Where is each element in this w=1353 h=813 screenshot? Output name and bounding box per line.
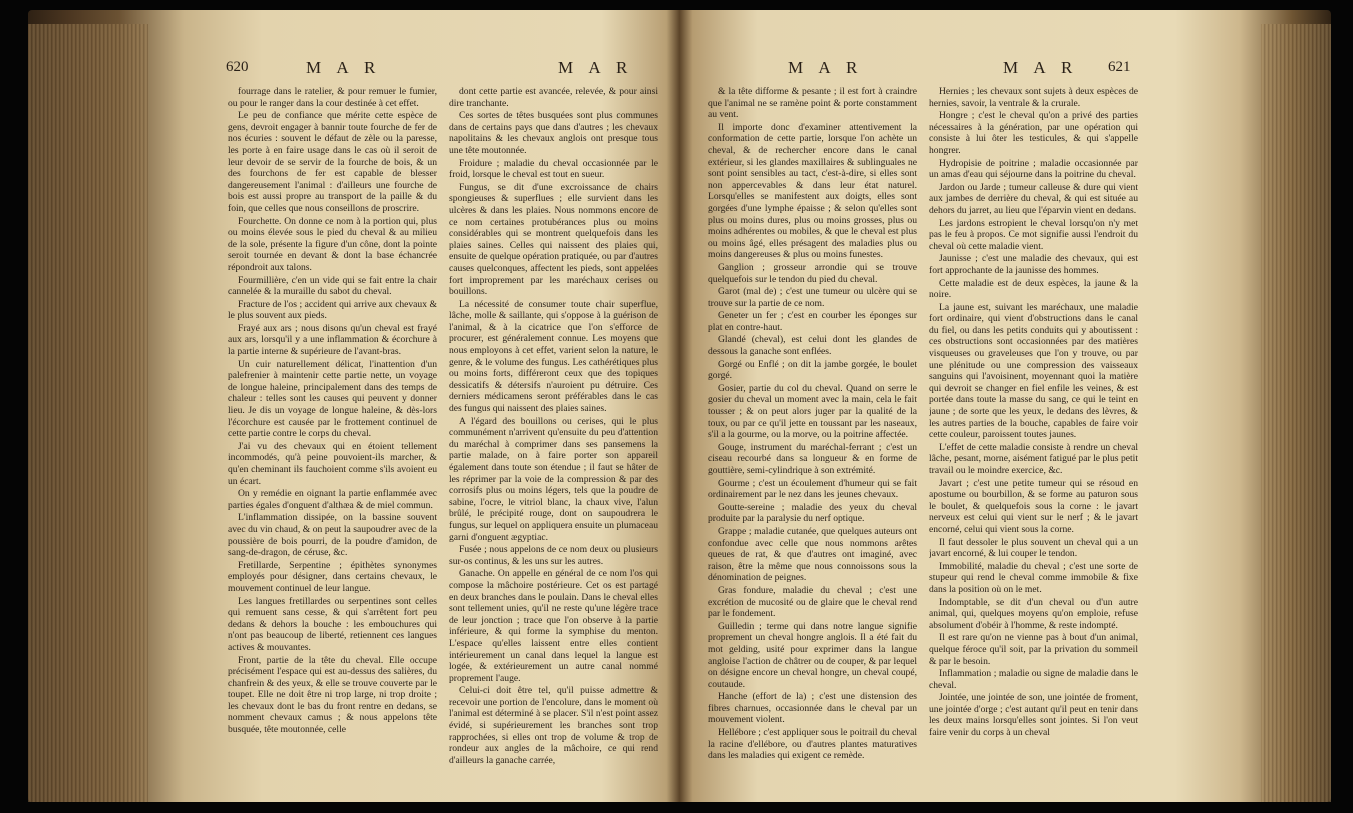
paragraph: Fourmillière, c'en un vide qui se fait entre la chair cannelée & la muraille du sabot du cheval. [228,274,437,298]
paragraph: Fusée ; nous appelons de ce nom deux ou plusieurs sur-os continus, & les uns sur les autres. [449,544,658,567]
paragraph: Glandé (cheval), est celui dont les glandes de dessous la ganache sont enflées. [708,334,917,358]
left-page-column-2 [449,86,658,776]
paragraph: Ganache. On appelle en général de ce nom l'os qui compose la mâchoire postérieure. Cet os est partagé en deux branches dans le poulain. Dans le cheval elles sont tellement unies, qu'il ne reste qu'une légère trace de leur jonction ; trace que l'on observe à la partie inférieure, & qui forme la symphise du menton. L'espace qu'elles laissent entre elles contient intérieurement un canal dans lequel la langue est logée, & extérieurement un autre canal nommé proprement l'auge. [449,568,658,684]
paragraph: Gourme ; c'est un écoulement d'humeur qui se fait ordinairement par le nez dans les jeunes chevaux. [708,477,917,501]
paragraph: Guilledin ; terme qui dans notre langue signifie proprement un cheval hongre anglois. Il a été fait du mot gelding, usité pour exprimer dans la langue angloise l'action de châtrer ou de couper, & par lequel on désigne encore un cheval hongre, un cheval coupé, coutaude. [708,620,917,690]
paragraph: On y remédie en oignant la partie enflammée avec parties égales d'onguent d'althæa & de miel commun. [228,488,437,511]
left-page-header [226,58,658,86]
right-page [708,58,1138,776]
paragraph: Ganglion ; grosseur arrondie qui se trouve quelquefois sur le tendon du pied du cheval. [708,261,917,285]
running-head-left-1: M A R [306,58,382,77]
running-head-right-2: M A R [1003,58,1079,77]
paragraph: Fungus, se dit d'une excroissance de chairs spongieuses & superflues ; elle survient dans les ulcères & dans les plaies. Nous nommons encore de ce nom certaines protubérances plus ou moins considérables qui se montrent quelquefois dans les plaies saines. Celles qui naissent des plaies qui, ensuite de quelque opération pratiquée, ou par d'autres causes quelconques, affectent les pieds, sont appelées fort improprement par les maréchaux cerises ou bouillons. [449,181,658,298]
paragraph: Gorgé ou Enflé ; on dit la jambe gorgée, le boulet gorgé. [708,358,917,382]
paragraph: Jardon ou Jarde ; tumeur calleuse & dure qui vient aux jambes de derrière du cheval, & qui est située au dehors du jarret, au lieu que l'éparvin vient en dedans. [929,181,1138,216]
paragraph: Celui-ci doit être tel, qu'il puisse admettre & recevoir une portion de l'encolure, dans le moment où l'animal est déterminé à se placer. S'il n'est point assez évidé, si supérieurement les branches sont trop rapprochées, si elles ont trop de volume & trop de rondeur aux angles de la mâchoire, ce qui rend d'ailleurs la ganache carrée, [449,685,658,766]
paragraph: A l'égard des bouillons ou cerises, qui le plus communément n'arrivent qu'ensuite du peu d'attention du maréchal à comprimer dans ses pansemens la partie malade, on à faire porter son appareil également dans toute son étendue ; il faut se hâter de les réprimer par la voie de la compression & par des corrosifs plus ou moins légers, tels que la poudre de sabine, l'ocre, le vitriol blanc, la chaux vive, l'alun brûlé, le précipité rouge, dont on saupoudrera le fungus, sur lequel on appliquera ensuite un plumaceau garni d'onguent ægyptiac. [449,415,658,543]
paragraph: La jaune est, suivant les maréchaux, une maladie fort ordinaire, qui vient d'obstructions dans le canal du fiel, ou dans les petits conduits qui y aboutissent : ces obstructions sont occasionnées par des matières visqueuses ou graveleuses que l'on y trouve, ou par une plénitude ou une compression des vaisseaux sanguins qui l'avoisinent, moyennant quoi la matière qui devroit se changer en fiel enfile les veines, & est portée dans toute la masse du sang, ce qui le teint en jaune ; de sorte que les yeux, le dedans des lèvres, & les autres parties de la bouche, capables de faire voir cette couleur, paroissent toutes jaunes. [929,301,1138,441]
paragraph: Geneter un fer ; c'est en courber les éponges sur plat en contre-haut. [708,310,917,333]
paragraph: Javart ; c'est une petite tumeur qui se résoud en apostume ou bourbillon, & se forme au paturon sous le boulet, & quelquefois sous la corne : le javart nerveux est celui qui vient sur le nerf ; & le javart encorné, celui qui vient sous la corne. [929,477,1138,535]
paragraph: La nécessité de consumer toute chair superflue, lâche, molle & saillante, qui s'oppose à la guérison de l'animal, & à la cicatrice que l'on s'efforce de procurer, est généralement connue. Les moyens que nous employons à cet effet, varient selon la nature, le genre, & le volume des fungus. Les cathérétiques plus ou moins forts, différeront ceux que des topiques dessicatifs & détersifs n'auroient pu détruire. Ces derniers médicamens seront préférables dans le cas des fungus qui naissent des plaies saines. [449,298,658,415]
paragraph: Garot (mal de) ; c'est une tumeur ou ulcère qui se trouve sur la partie de ce nom. [708,286,917,309]
paragraph: fourrage dans le ratelier, & pour remuer le fumier, ou pour le ranger dans la cour destinée à cet effet. [228,86,437,109]
paragraph: L'effet de cette maladie consiste à rendre un cheval lâche, pesant, morne, aisément fatigué par le plus petit travail ou le moindre exercice, &c. [929,441,1138,476]
paragraph: L'inflammation dissipée, on la bassine souvent avec du vin chaud, & on peut la saupoudrer avec de la poussière de bois pourri, de la poudre d'amidon, de sang-de-dragon, de céruse, &c. [228,512,437,559]
paragraph: Les langues fretillardes ou serpentines sont celles qui remuent sans cesse, & qui s'arrêtent fort peu dedans & dehors la bouche : les embouchures qui n'ont pas beaucoup de liberté, retiennent ces langues actives & mouvantes. [228,595,437,653]
paragraph: Un cuir naturellement délicat, l'inattention d'un palefrenier à maintenir cette partie nette, un voyage de longue haleine, principalement dans des temps de chaleur : telles sont les causes qui peuvent y donner lieu. Je dis un voyage de longue haleine, & dès-lors l'écorchure est causée par le frottement continuel de cette partie contre le corps du cheval. [228,358,437,440]
paragraph: Front, partie de la tête du cheval. Elle occupe précisément l'espace qui est au-dessus des salières, du chanfrein & des yeux, & elle se trouve couverte par le toupet. Elle ne doit être ni trop large, ni trop droite ; les chevaux dont le bas du front rentre en dedans, se nomment chevaux camus ; & nous appelons tête busquée, tête moutonnée, celle [228,654,437,736]
right-page-header [708,58,1138,86]
paragraph: dont cette partie est avancée, relevée, & pour ainsi dire tranchante. [449,86,658,109]
paragraph: Il importe donc d'examiner attentivement la conformation de cette partie, lorsque l'on achète un cheval, & de rechercher encore dans le canal extérieur, si les glandes maxillaires & sublinguales ne sont point sensibles au tact, c'est-à-dire, si elles sont non appercevables & dans leur état naturel. Lorsqu'elles se manifestent aux doigts, elles sont gorgées d'une lymphe épaisse ; & selon qu'elles sont plus ou moins dures, plus ou moins grosses, plus ou moins adhérentes ou mobiles, & que le cheval est plus ou moins âgé, elles présagent des maladies plus ou moins dangereuses & plus ou moins funestes. [708,121,917,261]
paragraph: Hellébore ; c'est appliquer sous le poitrail du cheval la racine d'ellébore, ou d'autres plantes maturatives dans les maladies qui exigent ce remède. [708,727,917,762]
paragraph: Froidure ; maladie du cheval occasionnée par le froid, lorsque le cheval est tout en sueur. [449,157,658,181]
paragraph: Fourchette. On donne ce nom à la portion qui, plus ou moins élevée sous le pied du cheval & au milieu de la sole, présente la figure d'un cône, dont la pointe seroit tournée en devant & dont la base échancrée répondroit aux talons. [228,215,437,273]
right-page-column-2 [929,86,1138,776]
paragraph: Hongre ; c'est le cheval qu'on a privé des parties nécessaires à la génération, par une opération qui consiste à lui ôter les testicules, & qui s'appelle hongrer. [929,110,1138,156]
paragraph: Hydropisie de poitrine ; maladie occasionnée par un amas d'eau qui séjourne dans la poitrine du cheval. [929,157,1138,181]
left-page-edges [28,24,148,802]
paragraph: Grappe ; maladie cutanée, que quelques auteurs ont confondue avec celle que nous nommons arêtes queues de rat, & que d'autres ont imaginé, avec raison, être la même que nous connoissons sous la dénomination de peignes. [708,525,917,584]
left-page [226,58,658,776]
paragraph: Goutte-sereine ; maladie des yeux du cheval produite par la paralysie du nerf optique. [708,501,917,525]
running-head-right-1: M A R [788,58,864,77]
paragraph: Les jardons estropient le cheval lorsqu'on n'y met pas le feu à propos. Ce mot signifie aussi l'endroit du cheval où cette maladie vient. [929,217,1138,252]
paragraph: Le peu de confiance que mérite cette espèce de gens, devroit engager à bannir toute fourche de fer de nos écuries : souvent le défaut de zèle ou la paresse, les porte à en faire usage dans le cas où il seroit de leur devoir de se servir de la fourche de bois, & un des fourchons de fer est capable de blesser dangereusement l'animal : d'ailleurs une fourche de bois est aussi propre au transport de la paille & du foin, que celles que nous conseillons de proscrire. [228,110,437,214]
paragraph: Ces sortes de têtes busquées sont plus communes dans de certains pays que dans d'autres ; les chevaux napolitains & les chevaux anglois ont presque tous une tête moutonnée. [449,110,658,156]
paragraph: Hanche (effort de la) ; c'est une distension des fibres charnues, occasionnée dans le cheval par un mouvement violent. [708,691,917,726]
paragraph: Indomptable, se dit d'un cheval ou d'un autre animal, qui, quelques moyens qu'on emploie, refuse absolument d'obéir à l'homme, & reste indompté. [929,596,1138,631]
paragraph: Il faut dessoler le plus souvent un cheval qui a un javart encorné, & lui couper le tendon. [929,536,1138,560]
paragraph: Gosier, partie du col du cheval. Quand on serre le gosier du cheval un moment avec la main, cela le fait tousser ; & on peut alors juger par la qualité de la toux, ou par ce qu'il jette en toussant par les naseaux, s'il a la gourme, ou la morve, ou la poitrine affectée. [708,382,917,441]
paragraph: Jointée, une jointée de son, une jointée de froment, une jointée d'orge ; c'est autant qu'il peut en tenir dans les deux mains lorsqu'elles sont jointes. Si l'on veut faire venir du corps à un cheval [929,692,1138,739]
paragraph: Gouge, instrument du maréchal-ferrant ; c'est un ciseau recourbé dans sa longueur & en forme de gouttière, semi-cylindrique à son extrémité. [708,441,917,476]
paragraph: Frayé aux ars ; nous disons qu'un cheval est frayé aux ars, lorsqu'il y a une inflammation & écorchure à la partie interne & supérieure de l'avant-bras. [228,322,437,358]
page-number-left: 620 [226,59,249,75]
paragraph: Il est rare qu'on ne vienne pas à bout d'un animal, quelque féroce qu'il soit, par la privation du sommeil & par le besoin. [929,632,1138,667]
paragraph: & la tête difforme & pesante ; il est fort à craindre que l'animal ne se ramène point & porte constamment au vent. [708,86,917,121]
paragraph: Fracture de l'os ; accident qui arrive aux chevaux & le plus souvent aux pieds. [228,298,437,322]
paragraph: J'ai vu des chevaux qui en étoient tellement incommodés, qu'à peine pouvoient-ils marcher, & qu'en cheminant ils fauchoient comme s'ils avoient eu un écart. [228,440,437,487]
paragraph: Inflammation ; maladie ou signe de maladie dans le cheval. [929,668,1138,691]
running-head-left-2: M A R [558,58,634,77]
paragraph: Fretillarde, Serpentine ; épithètes synonymes employés pour désigner, dans certains chevaux, le mouvement continuel de leur langue. [228,559,437,594]
left-page-column-1 [228,86,437,776]
right-page-column-1 [708,86,917,776]
paragraph: Jaunisse ; c'est une maladie des chevaux, qui est fort approchante de la jaunisse des hommes. [929,253,1138,276]
paragraph: Gras fondure, maladie du cheval ; c'est une excrétion de mucosité ou de glaire que le cheval rend par le fondement. [708,584,917,620]
paragraph: Cette maladie est de deux espèces, la jaune & la noire. [929,277,1138,301]
paragraph: Hernies ; les chevaux sont sujets à deux espèces de hernies, savoir, la ventrale & la crurale. [929,86,1138,109]
page-number-right: 621 [1108,59,1131,75]
right-page-edges [1261,24,1331,802]
paragraph: Immobilité, maladie du cheval ; c'est une sorte de stupeur qui rend le cheval comme immobile & fixe dans la position où on le met. [929,560,1138,595]
